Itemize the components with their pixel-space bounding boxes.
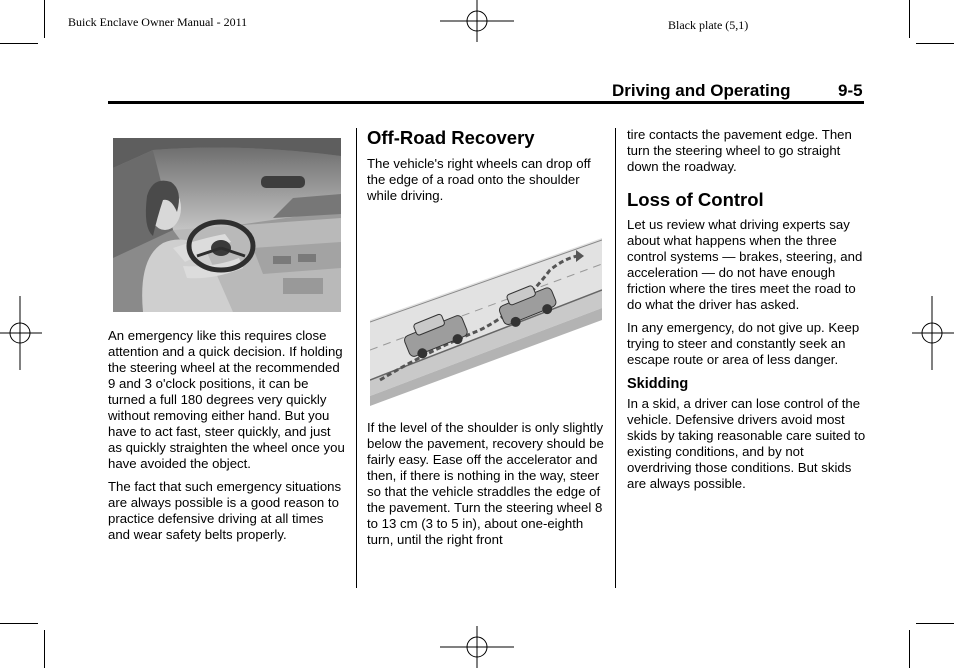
registration-mark-left — [0, 296, 42, 370]
body-paragraph: Let us review what driving experts say about what happens when the three control systems — brakes, steering, and acceleration — do not have enough friction where the tires meet the road to do what the driver has asked. — [627, 217, 863, 312]
slug-right: Black plate (5,1) — [668, 18, 749, 32]
column-divider — [615, 128, 616, 588]
body-paragraph: In a skid, a driver can lose control of the vehicle. Defensive drivers avoid most skids by taking reasonable care suited to existing conditions, and by not overdriving those conditions. But skids are always possible. — [627, 396, 866, 491]
column-2-bottom — [367, 420, 607, 548]
column-2-top — [367, 127, 607, 204]
body-paragraph: The vehicle's right wheels can drop off the edge of a road onto the shoulder while driving. — [367, 156, 591, 203]
crop-mark — [916, 43, 954, 44]
driver-steering-illustration — [113, 138, 341, 312]
body-paragraph: The fact that such emergency situations are always possible is a good reason to practice defensive driving at all times and wear safety belts properly. — [108, 479, 342, 542]
heading-loss-of-control: Loss of Control — [627, 189, 764, 210]
crop-mark — [44, 0, 45, 38]
section-title: Driving and Operating — [612, 81, 791, 100]
body-paragraph: An emergency like this requires close attention and a quick decision. If holding the steering wheel at the recommended 9 and 3 o'clock positions, it can be turned a full 180 degrees very quickly without removing either hand. But you have to act fast, steer quickly, and just as quickly straighten the wheel once you have avoided the object. — [108, 328, 345, 471]
crop-mark — [0, 623, 38, 624]
slug-left: Buick Enclave Owner Manual - 2011 — [68, 15, 248, 29]
registration-mark-right — [912, 296, 954, 370]
subheading-skidding: Skidding — [627, 376, 689, 392]
body-paragraph: tire contacts the pavement edge. Then turn the steering wheel to go straight down the roadway. — [627, 127, 852, 174]
road-edge-recovery-illustration — [370, 230, 602, 406]
crop-mark — [44, 630, 45, 668]
heading-off-road-recovery: Off-Road Recovery — [367, 127, 535, 148]
registration-mark-top — [440, 0, 514, 42]
crop-mark — [916, 623, 954, 624]
crop-mark — [909, 630, 910, 668]
body-paragraph: If the level of the shoulder is only slightly below the pavement, recovery should be fairly easy. Ease off the accelerator and then, if there is nothing in the way, steer so that the vehicle straddles the edge of the pavement. Turn the steering wheel 8 to 13 cm (3 to 5 in), about one-eighth turn, until the right front — [367, 420, 604, 547]
page-number: 9-5 — [838, 81, 863, 100]
registration-mark-bottom — [440, 626, 514, 668]
crop-mark — [0, 43, 38, 44]
body-paragraph: In any emergency, do not give up. Keep trying to steer and constantly seek an escape route or area of less danger. — [627, 320, 860, 367]
header-rule — [108, 101, 864, 104]
column-3 — [627, 127, 867, 492]
column-1 — [108, 328, 348, 543]
crop-mark — [909, 0, 910, 38]
column-divider — [356, 128, 357, 588]
